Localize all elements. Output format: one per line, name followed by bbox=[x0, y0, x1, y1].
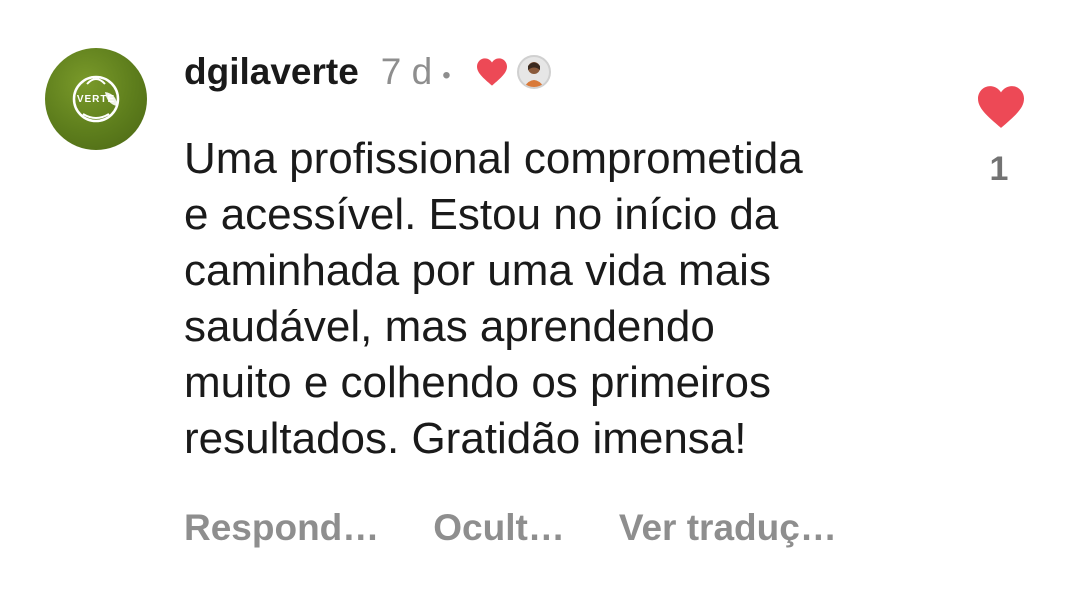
avatar-brand-text: VERTE bbox=[76, 94, 116, 105]
comment-line: muito e colhendo os primeiros bbox=[184, 358, 771, 407]
like-heart-icon[interactable] bbox=[975, 84, 1027, 130]
comment-line: saudável, mas aprendendo bbox=[184, 302, 715, 351]
user-avatar[interactable] bbox=[45, 48, 147, 150]
comment-line: resultados. Gratidão imensa! bbox=[184, 414, 747, 463]
see-translation-button[interactable]: Ver traduç… bbox=[618, 507, 837, 548]
comment-line: Uma profissional comprometida bbox=[184, 134, 803, 183]
comment-line: caminhada por uma vida mais bbox=[184, 246, 771, 295]
comment-text bbox=[184, 131, 944, 467]
comment-actions bbox=[184, 500, 837, 556]
like-count: 1 bbox=[989, 150, 1009, 188]
separator-dot: • bbox=[442, 62, 451, 89]
comment-header bbox=[184, 44, 551, 100]
comment-line: e acessível. Estou no início da bbox=[184, 190, 779, 239]
comment-timestamp: 7 d bbox=[380, 51, 433, 92]
username-link[interactable]: dgilaverte bbox=[184, 51, 359, 92]
reply-button[interactable]: Respond… bbox=[184, 507, 380, 548]
creator-avatar bbox=[517, 55, 551, 89]
heart-icon bbox=[475, 57, 509, 87]
hide-button[interactable]: Ocult… bbox=[433, 507, 565, 548]
